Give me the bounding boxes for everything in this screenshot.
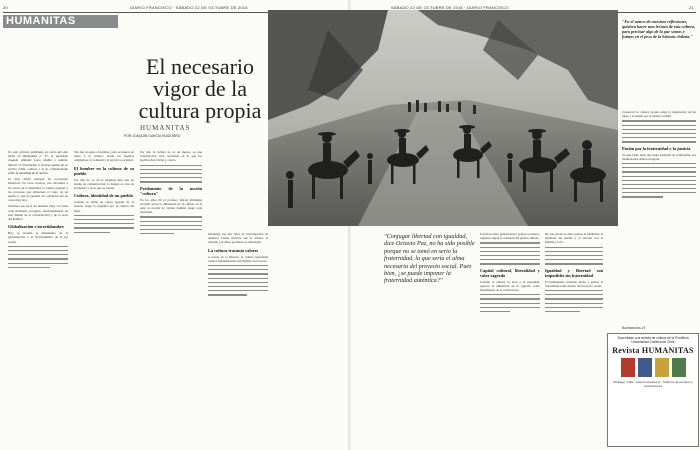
folio-number-right: 21 xyxy=(689,5,694,10)
humanitas-logo: HUMANITAS xyxy=(140,124,191,132)
cover-thumbnail xyxy=(638,358,652,377)
text-filler xyxy=(622,120,696,142)
folio-center-right: SÁBADO 22 DE OCTUBRE DE 2016 · DIARIO FRANCISCO xyxy=(391,5,509,10)
text-filler xyxy=(480,242,540,264)
headline-line-3: cultura propia xyxy=(138,98,262,123)
ad-title: Revista HUMANITAS xyxy=(612,346,694,355)
body-paragraph: Ya que Chile tiene una larga tradición de solidaridad, sus instituciones deben recogerla. xyxy=(622,152,696,161)
subheading: Predominio de la noción "cultura" xyxy=(140,185,202,196)
article-column-2 xyxy=(74,150,134,445)
body-paragraph: A través de la historia, la cultura trasciende valores fundamentales del hombre en la tierra. xyxy=(208,254,268,263)
section-banner: HUMANITAS xyxy=(3,15,118,28)
lead-paragraph: En este artículo publicado en enero del año 2010, en Humanitas nº 57, el sacerdote Joaquín Alliende Luco medita y admite, liberal, el crecimiento a muchos patios de su escrito Chile, cultura y la fe, reflexionando sobre la identidad de la nación. xyxy=(8,150,68,176)
subheading: La cultura trasunta valores xyxy=(208,247,259,253)
headline xyxy=(125,56,275,122)
article-column-3 xyxy=(140,150,202,445)
subscription-ad xyxy=(607,333,699,447)
text-filler xyxy=(208,265,268,296)
subheading: Cultura, identidad de un pueblo xyxy=(74,193,133,199)
riders-procession-image xyxy=(268,10,618,226)
subheading: Capital cultural, liberalidad y valor sagrado xyxy=(480,267,540,278)
headline-line-2: vigor de la xyxy=(152,76,248,101)
folio-number-left: 20 xyxy=(3,5,8,10)
body-paragraph: De este modo se debe pensar la identidad, la memoria del pueblo y el vínculo con la familia y la fe. xyxy=(545,232,603,245)
body-paragraph: Sin dúo ni ajeno al hombre, todo se mueve en torno a la cultura: desde los pueblos originarios, la voluntad y la ley de la sociedad. xyxy=(74,150,134,163)
ad-body: Santiago, Chile · www.humanitas.cl · Teléfono de contacto y suscripciones xyxy=(613,380,693,388)
byline: POR JOAQUÍN GARCÍA HUIDOBRO xyxy=(124,134,181,138)
text-filler xyxy=(545,290,603,312)
body-paragraph: Cuando se habla de raíces propias de la nación, surge la pregunta por la cultura del alma. xyxy=(74,200,134,213)
body-paragraph: El humanismo cristiano invita a pensar la fraternidad como núcleo del proyecto social. xyxy=(545,279,603,288)
body-paragraph: Por ello la cultura no es un museo, es una construcción viva, sostenida en lo que los pueblos han vivido y creído. xyxy=(140,150,202,163)
archival-photo xyxy=(268,10,618,226)
body-paragraph: En los años 60 el profesor Rafael Kiluliéng escribió sobre la dimensión de la cultura en el país; la noción de cultura dominó luego toda discusión. xyxy=(140,197,202,215)
text-filler xyxy=(140,165,202,183)
body-paragraph: Es muy difícil dialogar las novedades históricas. En estos escritos, nos referimos a las raíces de la identidad, la cultura popular y los procesos que alimentan el vigor de un pueblo y que no pueden ser olvidados sin un costo muy alto. xyxy=(8,177,68,203)
text-filler xyxy=(480,294,540,312)
pull-quote: "Conjugar libertad con igualdad, dice Octavio Paz, no ha sido posible porque no se tomó en serio la fraternidad, la que sería el alma necesaria del proyecto social. Pues bien, ¿se puede imponer la fraternidad auténtica?" xyxy=(384,233,475,285)
body-paragraph: Fracturas entre generaciones, grupos sociales y regiones alejan la cohesión del pueblo chileno. xyxy=(480,232,540,241)
article-column-4 xyxy=(208,232,268,445)
cover-thumbnail xyxy=(621,358,635,377)
subheading: Igualdad y libertad son imposibles sin fraternidad xyxy=(545,267,603,278)
body-paragraph: Cuando la cultura se abre a la gratuidad, aparece la dimensión de lo sagrado como fundamento de la convivencia. xyxy=(480,279,540,292)
body-paragraph: Conservar la cultura propia exige la integración de las ideas y la pasión por el destino común. xyxy=(622,110,696,119)
body-paragraph: Por ello no ve en el lenguaje más que un medio de comunicación; la lengua es casa de la historia y de lo que se cuenta. xyxy=(74,177,134,191)
subheading: Globalización e incertidumbre xyxy=(8,224,64,230)
text-filler xyxy=(74,215,134,233)
article-column-5 xyxy=(480,232,540,445)
text-filler xyxy=(545,247,603,265)
folio-center-left: DIARIO FRANCISCO · SÁBADO 22 DE OCTUBRE DE 2016 xyxy=(130,5,248,10)
cover-thumbnail xyxy=(672,358,686,377)
article-column-6 xyxy=(545,232,603,445)
magazine-covers xyxy=(608,358,698,377)
article-column-1 xyxy=(8,150,68,445)
top-quote: "En el marco de nuestras reflexiones, quisiera hacer una lectura de esta cultura, para precisar algo de lo que somos y fuimos en el peso de la historia chilena." xyxy=(622,19,696,39)
ad-header: Suscríbase a la revista de cultura de la Pontificia Universidad Católica de Chile xyxy=(617,336,689,344)
article-column-7 xyxy=(622,110,696,320)
body-paragraph: Hoy se levanta el dinamismo de la globalización y la incertidumbre de la era actual. xyxy=(8,231,68,244)
subheading: El hombre en la cultura de su pueblo xyxy=(74,165,134,176)
cover-thumbnail xyxy=(655,358,669,377)
headline-line-1: El necesario xyxy=(145,54,255,79)
text-filler xyxy=(140,216,202,234)
body-paragraph: Kiluliéng tras dos años de investigación en América Latina advierte que la cultura, la religión y el ethos profundo se entrelazan. xyxy=(208,232,268,245)
body-paragraph: Sabemos que en el ser humano llega a la cima cada momento recogido, inevitablemente en este dilema de la contradicción y de la tarea del hombre. xyxy=(8,204,68,222)
website-signature: humanitas.cl xyxy=(622,325,646,330)
text-filler xyxy=(8,246,68,268)
text-filler xyxy=(622,163,696,198)
subheading: Pasión por la fraternidad y la justicia xyxy=(622,145,691,151)
